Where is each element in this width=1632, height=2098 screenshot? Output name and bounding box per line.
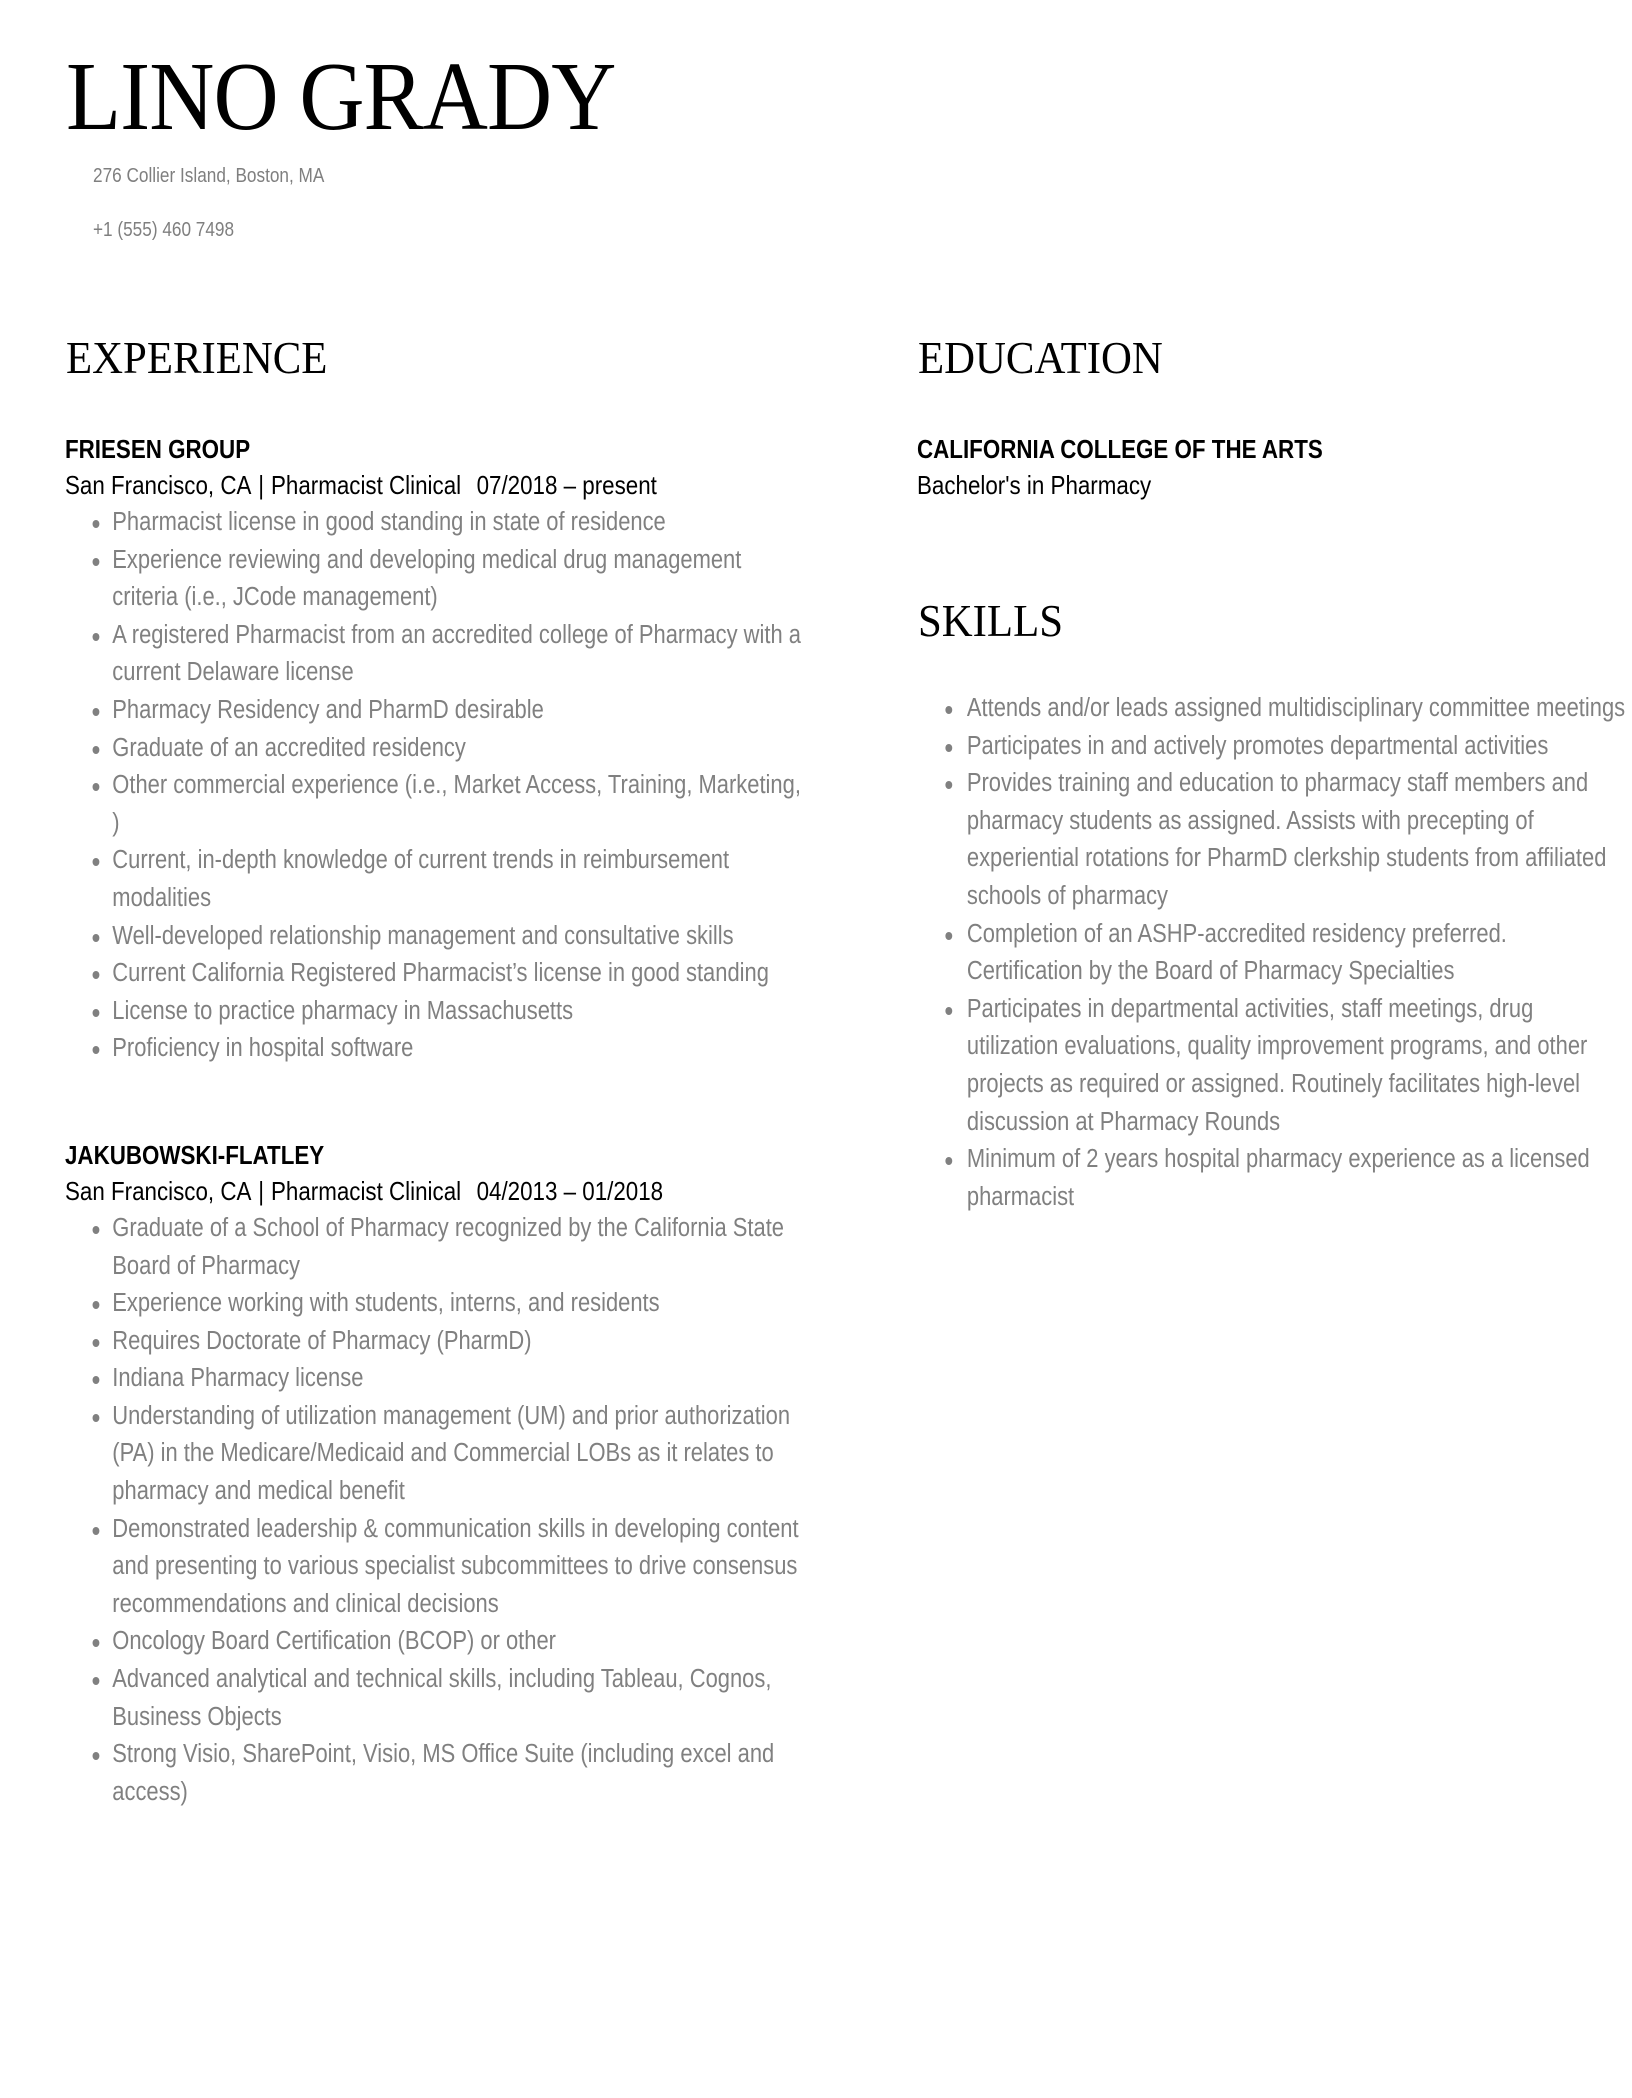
skills-section [917,690,1626,1216]
list-item [65,1623,813,1661]
job-dates: 07/2018 – present [476,470,657,500]
bullet-icon [93,520,100,528]
bullet-icon [93,1527,100,1535]
job-role: Pharmacist Clinical [270,1175,462,1206]
bullet-icon [93,1752,100,1760]
bullet-icon [93,1046,100,1054]
job-bullets [65,1210,813,1812]
experience-heading: EXPERIENCE [66,332,328,383]
list-item [65,1030,813,1068]
bullet-icon [93,934,100,942]
list-item-text: Attends and/or leads assigned multidisciplinary committee meetings [966,694,1626,722]
degree: Bachelor's in Pharmacy [917,470,1152,500]
list-item-text: Oncology Board Certification (BCOP) or other [112,1627,556,1656]
list-item [917,1141,1627,1216]
job-location: San Francisco, CA [65,1175,252,1206]
list-item [917,690,1627,728]
candidate-name: LINO GRADY [66,43,616,150]
list-item-text: Provides training and education to pharmacy staff members and pharmacy students as assigned. Assists with precepting of experiential rotations for PharmD clerkship students from affiliated schools of pharmacy [966,769,1607,910]
company-name: FRIESEN GROUP [65,434,251,464]
job-entry [65,432,865,1068]
list-item-text: Experience working with students, interns, and residents [112,1289,660,1318]
bullet-icon [93,783,100,791]
list-item-text: Current, in-depth knowledge of current trends in reimbursement modalities [112,846,730,912]
list-item-text: Other commercial experience (i.e., Market Access, Training, Marketing, ) [112,771,801,837]
list-item-text: Graduate of an accredited residency [112,733,466,762]
experience-section [65,432,865,1811]
list-item [65,918,813,956]
bullet-icon [93,1226,100,1234]
list-item-text: Pharmacy Residency and PharmD desirable [112,695,544,724]
list-item-text: Demonstrated leadership & communication skills in developing content and presenting to various specialist subcommittees to drive consensus recommendations and clinical decisions [112,1514,799,1618]
job-location: San Francisco, CA [65,470,252,500]
bullet-icon [93,1339,100,1347]
list-item [65,767,813,842]
list-item-text: Advanced analytical and technical skills, including Tableau, Cognos, Business Objects [112,1665,772,1731]
list-item [65,842,813,917]
list-item [65,955,813,993]
list-item-text: Well-developed relationship management and consultative skills [112,921,734,950]
list-item-text: Strong Visio, SharePoint, Visio, MS Office Suite (including excel and access) [112,1740,775,1806]
list-item-text: Experience reviewing and developing medical drug management criteria (i.e., JCode management) [112,545,742,612]
bullet-icon [93,858,100,866]
list-item [917,916,1627,991]
bullet-icon [93,1376,100,1384]
list-item-text: Completion of an ASHP-accredited residency preferred. Certification by the Board of Pharmacy Specialties [966,919,1507,986]
job-dates: 04/2013 – 01/2018 [476,1175,664,1206]
list-item-text: Participates in and actively promotes departmental activities [966,731,1549,760]
contact-address: 276 Collier Island, Boston, MA [93,165,325,187]
bullet-icon [93,1301,100,1309]
skills-list [917,690,1627,1216]
bullet-icon [93,746,100,754]
bullet-icon [93,1677,100,1685]
company-name: JAKUBOWSKI-FLATLEY [65,1139,325,1170]
skills-heading: SKILLS [918,595,1063,646]
list-item [65,1285,813,1323]
bullet-icon [93,971,100,979]
bullet-icon [945,744,952,752]
list-item-text: Current California Registered Pharmacist’s license in good standing [112,959,769,988]
list-item [65,730,813,768]
bullet-icon [945,706,952,714]
bullet-icon [93,558,100,566]
job-meta [65,1172,865,1210]
job-role: Pharmacist Clinical [270,470,462,500]
list-item [65,1398,813,1511]
list-item-text: Pharmacist license in good standing in state of residence [112,508,666,536]
job-meta [65,466,865,504]
list-item-text: A registered Pharmacist from an accredited college of Pharmacy with a current Delaware license [112,620,801,687]
education-section [917,432,1622,504]
list-item-text: Understanding of utilization management (UM) and prior authorization (PA) in the Medicare/Medicaid and Commercial LOBs as it relates to pharmacy and medical benefit [112,1401,791,1506]
meta-separator: | [258,1175,265,1206]
job-entry [65,1138,865,1812]
school-name: CALIFORNIA COLLEGE OF THE ARTS [917,434,1323,464]
list-item [65,692,813,730]
list-item [65,1360,813,1398]
list-item-text: Participates in departmental activities, staff meetings, drug utilization evaluations, quality improvement programs, and other projects as required or assigned. Routinely facilitates high-level discussion at Pharmacy Rounds [966,994,1588,1136]
list-item-text: Minimum of 2 years hospital pharmacy experience as a licensed pharmacist [966,1145,1590,1211]
list-item [65,1736,813,1811]
list-item-text: Indiana Pharmacy license [112,1364,364,1393]
education-heading: EDUCATION [918,332,1163,383]
list-item-text: Requires Doctorate of Pharmacy (PharmD) [112,1326,532,1355]
bullet-icon [93,1639,100,1647]
bullet-icon [93,708,100,716]
bullet-icon [93,633,100,641]
list-item [917,728,1627,766]
list-item [65,993,813,1031]
list-item-text: License to practice pharmacy in Massachusetts [112,996,574,1025]
list-item [65,1661,813,1736]
list-item-text: Graduate of a School of Pharmacy recognized by the California State Board of Pharmacy [112,1213,784,1280]
list-item [917,991,1627,1141]
list-item [65,1210,813,1285]
list-item [65,504,813,542]
list-item [917,765,1627,915]
bullet-icon [945,781,952,789]
list-item-text: Proficiency in hospital software [112,1034,414,1063]
contact-phone: +1 (555) 460 7498 [93,219,235,241]
bullet-icon [945,1007,952,1015]
bullet-icon [945,1157,952,1165]
bullet-icon [945,932,952,940]
meta-separator: | [258,470,265,500]
bullet-icon [93,1009,100,1017]
list-item [65,542,813,617]
list-item [65,1511,813,1624]
bullet-icon [93,1414,100,1422]
list-item [65,1323,813,1361]
job-bullets [65,504,813,1068]
list-item [65,617,813,692]
